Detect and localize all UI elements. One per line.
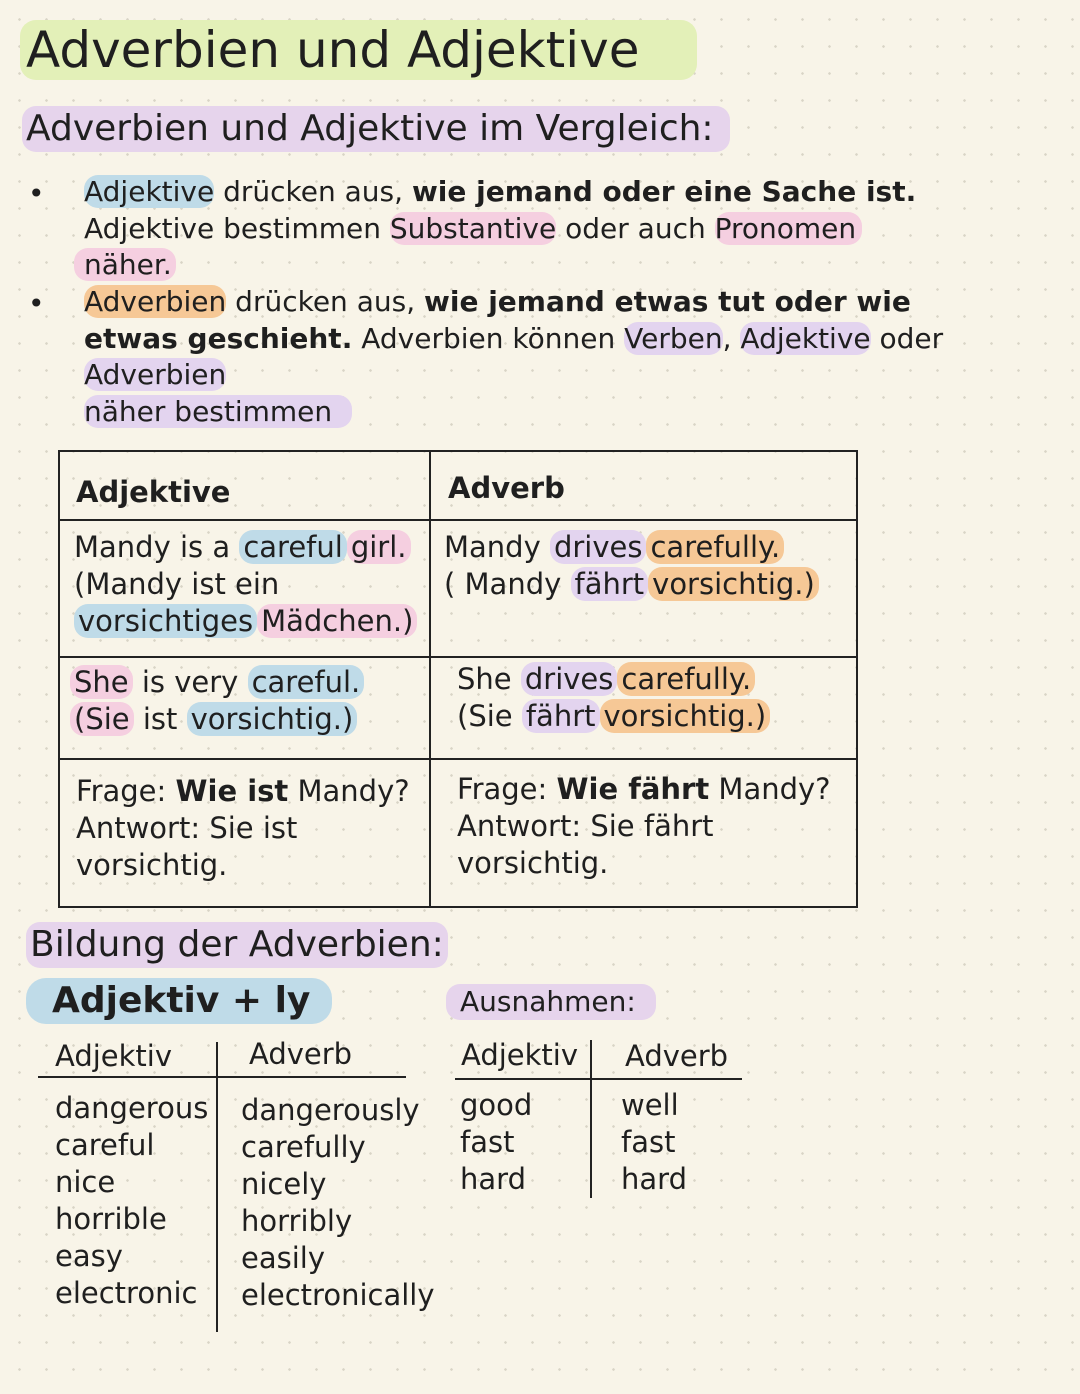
highlight-pronomen: Pronomen xyxy=(715,212,863,245)
bullet-text: drücken aus, xyxy=(214,175,412,208)
table-header-adverb: Adverb xyxy=(448,471,565,505)
list-item: hard xyxy=(460,1162,526,1196)
highlight-adjektive-2: Adjektive xyxy=(740,321,871,355)
list-item: electronically xyxy=(241,1278,435,1312)
bullet-text: Adverbien können xyxy=(352,321,625,355)
cell-text: Frage: xyxy=(457,772,557,806)
cell-text: Mandy xyxy=(444,530,550,564)
list-item: dangerously xyxy=(241,1093,420,1127)
highlight-verb: fährt xyxy=(522,699,600,733)
highlight-verben: Verben xyxy=(624,321,723,355)
column-header-adverb-exceptions: Adverb xyxy=(625,1039,729,1073)
bullet-text: Adjektive bestimmen xyxy=(84,211,390,245)
highlight-verb: drives xyxy=(550,530,647,564)
bullet-adjektive xyxy=(84,174,1004,284)
cell-text: vorsichtig. xyxy=(76,848,228,882)
section-heading-bildung: Bildung der Adverbien: xyxy=(26,922,448,968)
cell-text: (Sie xyxy=(457,699,522,733)
highlight-substantive: Substantive xyxy=(389,211,557,245)
highlight-pronoun: She xyxy=(70,665,133,699)
list-item: carefully xyxy=(241,1130,366,1164)
cell-text: is very xyxy=(132,665,248,699)
cell-text: Mandy? xyxy=(288,774,410,808)
bullet-text: näher. xyxy=(74,248,176,281)
exception-adjective-list xyxy=(460,1087,532,1198)
table-cell-adv-example-1 xyxy=(444,529,854,603)
list-item: easily xyxy=(241,1241,325,1275)
highlight-noun: girl. xyxy=(347,530,411,564)
cell-text: Mandy is a xyxy=(74,530,240,564)
highlight-adjektive: Adjektive xyxy=(84,175,215,208)
table-cell-adj-question xyxy=(76,773,421,884)
section-heading-ausnahmen: Ausnahmen: xyxy=(446,984,656,1020)
highlight-adverb: carefully. xyxy=(646,530,784,564)
list-item: fast xyxy=(460,1125,515,1159)
bullet-marker: • xyxy=(28,287,45,320)
cell-text: ist xyxy=(133,702,187,736)
list-item: well xyxy=(621,1088,679,1122)
cell-text: Antwort: Sie fährt vorsichtig. xyxy=(457,809,714,880)
table-rule xyxy=(455,1078,742,1080)
table-divider xyxy=(60,758,856,760)
bullet-bold-text: wie jemand oder eine Sache ist. xyxy=(411,175,917,208)
bullet-text: oder xyxy=(870,321,944,355)
bullet-text: oder auch xyxy=(556,211,715,245)
table-rule xyxy=(590,1040,592,1198)
section-heading-comparison: Adverbien und Adjektive im Vergleich: xyxy=(22,106,730,152)
table-cell-adj-example-1 xyxy=(74,529,419,640)
highlight-verb: drives xyxy=(521,662,618,696)
question-bold: Wie fährt xyxy=(556,772,710,806)
list-item: good xyxy=(460,1088,533,1122)
cell-text: Frage: xyxy=(76,774,176,808)
cell-text: She xyxy=(457,662,521,696)
bullet-text: näher bestimmen xyxy=(84,395,352,428)
table-rule xyxy=(216,1042,218,1332)
table-cell-adv-question xyxy=(457,771,857,882)
table-cell-adv-example-2 xyxy=(457,661,857,735)
list-item: horribly xyxy=(241,1204,353,1238)
bullet-text: , xyxy=(722,321,741,355)
list-item: nicely xyxy=(241,1167,327,1201)
column-header-adjektiv: Adjektiv xyxy=(55,1039,173,1073)
list-item: nice xyxy=(55,1165,116,1199)
list-item: dangerous xyxy=(55,1091,209,1125)
highlight-adverbien-2: Adverbien xyxy=(84,358,227,391)
adjective-list xyxy=(55,1090,208,1312)
list-item: electronic xyxy=(55,1276,198,1310)
highlight-pronoun: (Sie xyxy=(70,702,134,736)
page-title: Adverbien und Adjektive xyxy=(20,20,697,80)
bullet-marker: • xyxy=(28,177,45,210)
cell-text: Antwort: Sie ist xyxy=(76,811,298,845)
adverb-list xyxy=(241,1092,435,1314)
bullet-adverbien xyxy=(84,284,1004,430)
column-header-adverb: Adverb xyxy=(249,1037,353,1071)
list-item: easy xyxy=(55,1239,123,1273)
exception-adverb-list xyxy=(621,1087,687,1198)
table-cell-adj-example-2 xyxy=(70,664,420,738)
list-item: horrible xyxy=(55,1202,167,1236)
comparison-table xyxy=(58,450,858,908)
question-bold: Wie ist xyxy=(175,774,289,808)
highlight-verb: fährt xyxy=(571,567,649,601)
highlight-adjective: careful xyxy=(239,530,347,564)
table-divider xyxy=(60,519,856,521)
highlight-adjective: vorsichtig.) xyxy=(187,702,358,736)
bullet-bold-text: wie jemand etwas tut oder wie etwas geschieht. xyxy=(84,285,911,355)
bullet-text: drücken aus, xyxy=(226,285,424,318)
column-header-adjektiv-exceptions: Adjektiv xyxy=(461,1038,579,1072)
list-item: careful xyxy=(55,1128,155,1162)
highlight-adverbien: Adverbien xyxy=(84,285,227,318)
table-divider xyxy=(60,656,856,658)
highlight-noun: Mädchen.) xyxy=(257,604,417,638)
highlight-adverb: carefully. xyxy=(617,662,755,696)
rule-badge: Adjektiv + ly xyxy=(26,978,332,1024)
highlight-adverb: vorsichtig.) xyxy=(600,699,771,733)
highlight-adjective: vorsichtiges xyxy=(74,604,257,638)
table-header-adjektive: Adjektive xyxy=(76,475,231,509)
cell-text: (Mandy ist ein xyxy=(74,567,280,601)
cell-text: Mandy? xyxy=(709,772,831,806)
highlight-adjective: careful. xyxy=(248,665,365,699)
cell-text: ( Mandy xyxy=(444,567,571,601)
highlight-adverb: vorsichtig.) xyxy=(648,567,819,601)
list-item: fast xyxy=(621,1125,676,1159)
list-item: hard xyxy=(621,1162,687,1196)
table-rule xyxy=(38,1076,406,1078)
